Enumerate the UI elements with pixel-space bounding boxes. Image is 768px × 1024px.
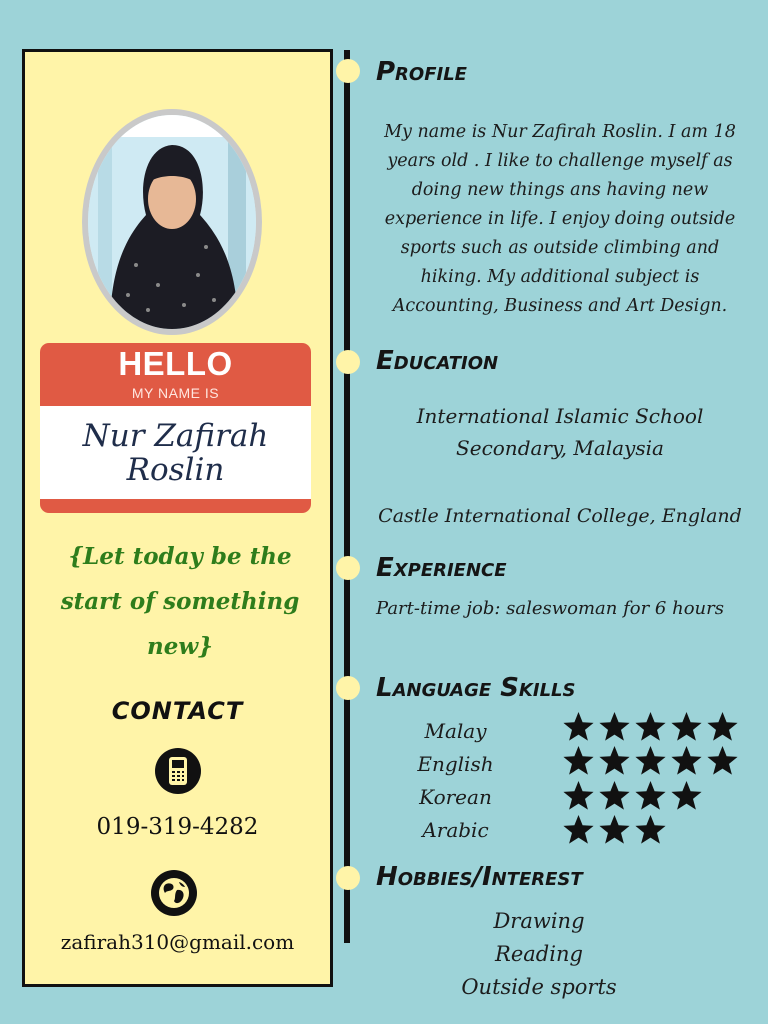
email-address: zafirah310@gmail.com bbox=[60, 930, 295, 954]
hobby-item: Outside sports bbox=[461, 975, 617, 999]
profile-text: My name is Nur Zafirah Roslin. I am 18 years old . I like to challenge myself as doing new things ans having new experience in life. I enjoy doing outside sports such as outside climbing and hiking. My additional subject is Accounting, Business and Art Design. bbox=[384, 122, 736, 316]
timeline-dot-experience bbox=[336, 556, 360, 580]
language-name: Korean bbox=[419, 785, 492, 809]
star-icon bbox=[562, 780, 595, 813]
hobbies-heading: Hobbies/Interest bbox=[376, 862, 583, 892]
language-name: English bbox=[417, 752, 494, 776]
star-icon bbox=[634, 814, 667, 847]
hello-label: HELLO bbox=[118, 345, 233, 382]
motto-quote: {Let today be the start of something new} bbox=[60, 543, 300, 660]
star-icon bbox=[670, 745, 703, 778]
timeline-dot-education bbox=[336, 350, 360, 374]
education-heading: Education bbox=[376, 346, 499, 376]
profile-heading: Profile bbox=[376, 57, 467, 87]
phone-number: 019-319-4282 bbox=[96, 814, 259, 840]
star-icon bbox=[706, 711, 739, 744]
timeline-dot-languages bbox=[336, 676, 360, 700]
timeline-dot-profile bbox=[336, 59, 360, 83]
star-icon bbox=[634, 711, 667, 744]
language-skills-heading: Language Skills bbox=[376, 673, 576, 703]
name-area bbox=[40, 406, 311, 499]
language-name: Malay bbox=[424, 719, 487, 743]
star-icon bbox=[562, 745, 595, 778]
phone-icon bbox=[155, 748, 201, 794]
star-icon bbox=[562, 711, 595, 744]
star-icon bbox=[598, 814, 631, 847]
language-name: Arabic bbox=[422, 818, 489, 842]
hello-name-tag bbox=[40, 343, 311, 513]
hobbies-list bbox=[420, 905, 658, 1004]
star-icon bbox=[598, 745, 631, 778]
profile-photo-frame bbox=[82, 109, 262, 335]
star-icon bbox=[598, 780, 631, 813]
language-list bbox=[398, 715, 513, 847]
timeline-dot-hobbies bbox=[336, 866, 360, 890]
education-college: Castle International College, England bbox=[378, 505, 742, 527]
timeline-line bbox=[344, 50, 350, 943]
education-school: International Islamic School Secondary, Malaysia bbox=[416, 404, 704, 460]
hobby-item: Drawing bbox=[493, 909, 585, 933]
star-icon bbox=[634, 780, 667, 813]
star-row-arabic bbox=[562, 814, 742, 849]
star-icon bbox=[562, 814, 595, 847]
star-row-english bbox=[562, 745, 742, 780]
experience-text: Part-time job: saleswoman for 6 hours bbox=[376, 598, 724, 619]
profile-photo bbox=[88, 115, 256, 329]
my-name-is-label: MY NAME IS bbox=[131, 385, 220, 401]
language-rating-stars bbox=[562, 710, 742, 848]
left-panel bbox=[22, 49, 333, 987]
star-icon bbox=[670, 780, 703, 813]
globe-icon bbox=[151, 870, 197, 916]
star-row-malay bbox=[562, 710, 742, 745]
star-icon bbox=[670, 711, 703, 744]
star-icon bbox=[598, 711, 631, 744]
star-row-korean bbox=[562, 779, 742, 814]
hobby-item: Reading bbox=[495, 942, 583, 966]
star-icon bbox=[706, 745, 739, 778]
contact-heading: CONTACT bbox=[111, 697, 244, 725]
star-icon bbox=[634, 745, 667, 778]
experience-heading: Experience bbox=[376, 553, 507, 583]
full-name: Nur Zafirah Roslin bbox=[82, 417, 269, 488]
